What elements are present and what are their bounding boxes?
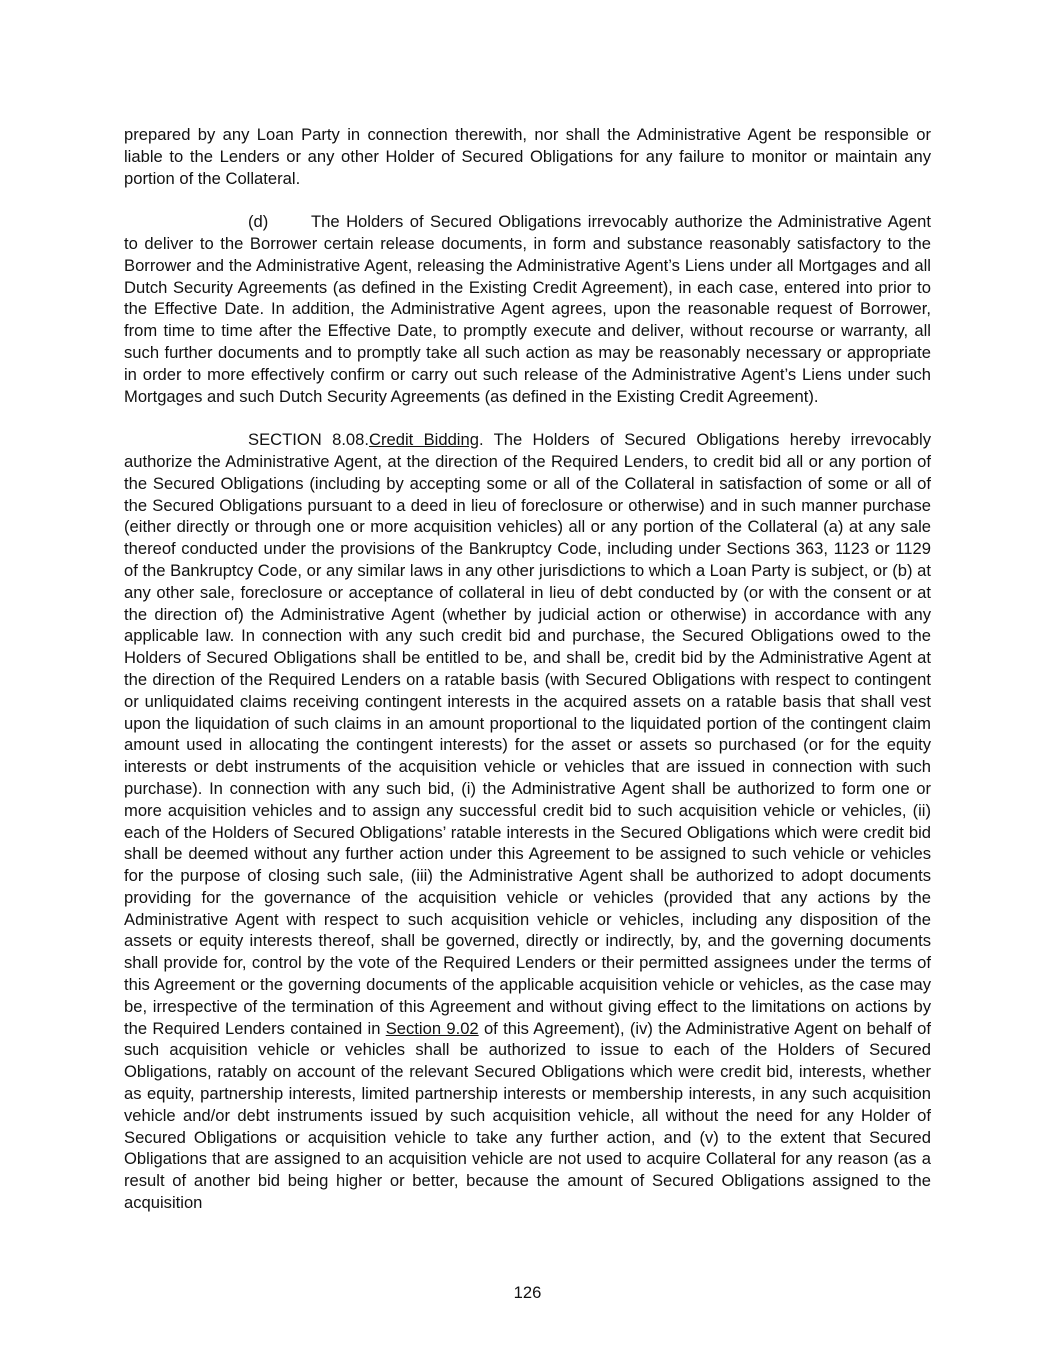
section-text-part-1: The Holders of Secured Obligations hereby irrevocably authorize the Administrative Agent, at the direction of the Required Lenders, to credit bid all or any portion of the Secured Obligations (including by accepting some or all of the Collateral in satisfaction of some or all of the Secured Obligations pursuant to a deed in lieu of foreclosure or otherwise) and in such manner purchase (either directly or through one or more acquisition vehicles) all or any portion of the Collateral (a) at any sale thereof conducted under the provisions of the Bankruptcy Code, including under Sections 363, 1123 or 1129 of the Bankruptcy Code, or any similar laws in any other jurisdictions to which a Loan Party is subject, or (b) at any other sale, foreclosure or acceptance of collateral in lieu of debt conducted by (or with the consent or at the direction of) the Administrative Agent (whether by judicial action or otherwise) in accordance with any applicable law. In connection with any such credit bid and purchase, the Secured Obligations owed to the Holders of Secured Obligations shall be entitled to be, and shall be, credit bid by the Administrative Agent at the direction of the Required Lenders on a ratable basis (with Secured Obligations with respect to contingent or unliquidated claims receiving contingent interests in the acquired assets on a ratable basis that shall vest upon the liquidation of such claims in an amount proportional to the liquidated portion of the contingent claim amount used in allocating the contingent interests) for the asset or assets so purchased (or for the equity interests or debt instruments of the acquisition vehicle or vehicles that are issued in connection with such purchase). In connection with any such bid, (i) the Administrative Agent shall be authorized to form one or more acquisition vehicles and to assign any successful credit bid to such acquisition vehicle or vehicles, (ii) each of the Holders of Secured Obligations’ ratable interests in the Secured Obligations which were credit bid shall be deemed without any further action under this Agreement to be assigned to such vehicle or vehicles for the purpose of closing such sale, (iii) the Administrative Agent shall be authorized to adopt documents providing for the governance of the acquisition vehicle or vehicles (provided that any actions by the Administrative Agent with respect to such acquisition vehicle or vehicles, including any disposition of the assets or equity interests thereof, shall be governed, directly or indirectly, by, and the governing documents shall provide for, control by the vote of the Required Lenders or their permitted assignees under the terms of this Agreement or the governing documents of the applicable acquisition vehicle or vehicles, as the case may be, irrespective of the termination of this Agreement and without giving effect to the limitations on actions by the Required Lenders contained in xyxy=(124,430,932,1038)
page-body xyxy=(124,124,931,1236)
section-9-02-cross-reference: Section 9.02 xyxy=(385,1018,479,1038)
section-heading: Credit Bidding xyxy=(369,430,479,450)
section-heading-period: . xyxy=(478,430,484,450)
clause-d-paragraph xyxy=(124,211,931,407)
continuation-paragraph: prepared by any Loan Party in connection therewith, nor shall the Administrative Agent be responsible or liable to the Lenders or any other Holder of Secured Obligations for any failure to monitor or maintain any portion of the Collateral. xyxy=(124,125,931,188)
section-8-08-paragraph xyxy=(124,429,931,1214)
clause-d-text: The Holders of Secured Obligations irrevocably authorize the Administrative Agent to deliver to the Borrower certain release documents, in form and substance reasonably satisfactory to the Borrower and the Administrative Agent, releasing the Administrative Agent’s Liens under all Mortgages and all Dutch Security Agreements (as defined in the Existing Credit Agreement), in each case, entered into prior to the Effective Date. In addition, the Administrative Agent agrees, upon the reasonable request of Borrower, from time to time after the Effective Date, to promptly execute and deliver, without recourse or warranty, all such further documents and to promptly take all such action as may be reasonably necessary or appropriate in order to more effectively confirm or carry out such release of the Administrative Agent’s Liens under such Mortgages and such Dutch Security Agreements (as defined in the Existing Credit Agreement). xyxy=(124,212,931,406)
section-text-part-2: of this Agreement), (iv) the Administrative Agent on behalf of such acquisition vehicle or vehicles shall be authorized to issue to each of the Holders of Secured Obligations, ratably on account of the relevant Secured Obligations which were credit bid, interests, whether as equity, partnership interests, limited partnership interests or membership interests, in any such acquisition vehicle and/or debt instruments issued by such acquisition vehicle, all without the need for any Holder of Secured Obligations or acquisition vehicle to take any further action, and (v) to the extent that Secured Obligations that are assigned to an acquisition vehicle are not used to acquire Collateral for any reason (as a result of another bid being higher or better, because the amount of Secured Obligations assigned to the acquisition xyxy=(124,1018,931,1213)
section-number: SECTION 8.08. xyxy=(248,430,369,450)
clause-d-label: (d) xyxy=(248,212,269,232)
page-number: 126 xyxy=(513,1283,542,1302)
